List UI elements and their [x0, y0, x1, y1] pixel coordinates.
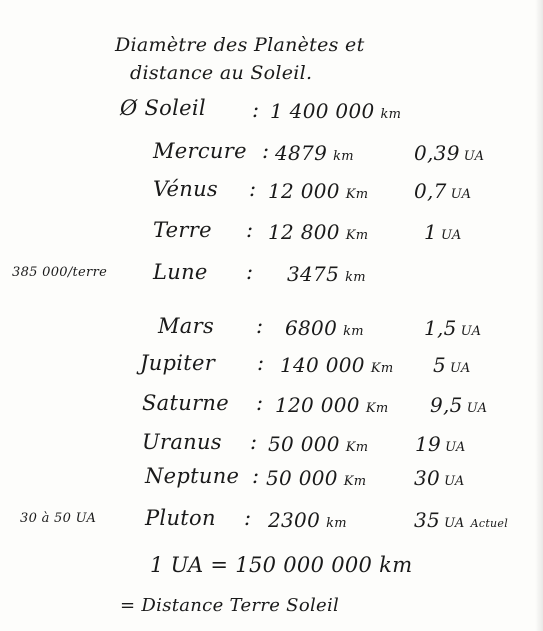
planet-diameter-unit: Km [345, 228, 369, 243]
planet-distance [414, 143, 484, 163]
planet-separator: : [250, 430, 258, 454]
planet-distance [414, 181, 471, 201]
sun-label: Ø Soleil [120, 96, 206, 120]
planet-diameter-unit: Km [370, 361, 394, 376]
planet-separator: : [262, 139, 270, 163]
planet-diameter-unit: km [326, 516, 347, 531]
planet-separator: : [256, 314, 264, 338]
planet-distance-value: 0,39 [414, 141, 460, 165]
planet-diameter-unit: km [333, 149, 354, 164]
planet-name: Uranus [142, 430, 222, 454]
planet-distance-unit: UA [444, 516, 465, 531]
planet-name: Mercure [153, 139, 247, 163]
planet-distance-unit: UA [466, 401, 488, 416]
planet-diameter [280, 355, 393, 375]
planet-diameter-value: 3475 [287, 262, 340, 286]
planet-distance [415, 434, 466, 454]
planet-distance-unit: UA [444, 474, 465, 489]
planet-distance-value: 30 [414, 466, 441, 490]
sun-separator: : [252, 98, 260, 122]
ua-definition: 1 UA = 150 000 000 km [150, 553, 413, 577]
planet-distance-unit: UA [441, 228, 462, 243]
planet-separator: : [249, 177, 257, 201]
planet-name: Saturne [142, 391, 229, 415]
planet-diameter-value: 6800 [285, 316, 338, 340]
title-line-1: Diamètre des Planètes et [115, 34, 365, 56]
planet-distance-value: 9,5 [430, 393, 463, 417]
planet-distance-value: 5 [433, 353, 447, 377]
planet-distance [430, 395, 487, 415]
planet-distance-unit: UA [450, 187, 472, 202]
planet-right-note: Actuel [470, 517, 509, 530]
planet-name: Jupiter [140, 351, 216, 375]
planet-distance-unit: UA [460, 324, 482, 339]
planet-diameter-value: 12 000 [268, 179, 340, 203]
planet-diameter-unit: Km [365, 401, 389, 416]
planet-diameter-unit: Km [345, 440, 369, 455]
planet-diameter-unit: Km [345, 187, 369, 202]
planet-diameter-value: 4879 [275, 141, 328, 165]
planet-separator: : [257, 351, 265, 375]
planet-distance-value: 0,7 [414, 179, 447, 203]
planet-separator: : [246, 218, 254, 242]
planet-distance-value: 19 [415, 432, 442, 456]
planet-diameter-value: 50 000 [266, 466, 338, 490]
planet-name: Lune [153, 260, 208, 284]
planet-diameter-value: 50 000 [268, 432, 340, 456]
planet-name: Mars [158, 314, 215, 338]
planet-diameter-unit: Km [343, 474, 367, 489]
planet-diameter [266, 468, 366, 488]
planet-distance-value: 1,5 [424, 316, 457, 340]
planet-diameter-unit: km [343, 324, 364, 339]
planet-name: Vénus [153, 177, 218, 201]
planet-diameter [275, 143, 354, 163]
planet-left-note: 385 000/terre [12, 265, 108, 280]
planet-separator: : [244, 506, 252, 530]
planet-distance-unit: UA [463, 149, 485, 164]
planet-separator: : [256, 391, 264, 415]
title-line-2: distance au Soleil. [130, 62, 313, 84]
planet-diameter [285, 318, 364, 338]
planet-distance [414, 468, 465, 488]
planet-diameter-value: 12 800 [268, 220, 340, 244]
planet-diameter [268, 510, 347, 530]
planet-diameter [275, 395, 388, 415]
planet-distance-value: 35 [414, 508, 441, 532]
ua-meaning: = Distance Terre Soleil [120, 595, 340, 616]
planet-diameter [268, 181, 368, 201]
planet-diameter-value: 2300 [268, 508, 321, 532]
planet-diameter [268, 222, 368, 242]
planet-separator: : [246, 260, 254, 284]
planet-diameter-value: 140 000 [280, 353, 365, 377]
planet-distance-unit: UA [445, 440, 466, 455]
sun-diameter-unit: km [380, 107, 402, 122]
planet-distance [414, 510, 508, 530]
planet-name: Terre [153, 218, 212, 242]
planet-distance-unit: UA [450, 361, 471, 376]
planet-diameter [268, 434, 368, 454]
planet-left-note: 30 à 50 UA [20, 511, 97, 526]
planet-diameter-value: 120 000 [275, 393, 360, 417]
sun-diameter-value: 1 400 000 [270, 99, 375, 123]
planet-diameter-unit: km [345, 270, 366, 285]
planet-name: Neptune [145, 464, 240, 488]
planet-distance [433, 355, 471, 375]
planet-distance [424, 222, 462, 242]
planet-separator: : [252, 464, 260, 488]
planet-diameter [287, 264, 366, 284]
planet-distance-value: 1 [424, 220, 438, 244]
planet-distance [424, 318, 481, 338]
planet-name: Pluton [145, 506, 216, 530]
sun-diameter [270, 101, 401, 121]
paper-edge-shadow [535, 0, 543, 631]
